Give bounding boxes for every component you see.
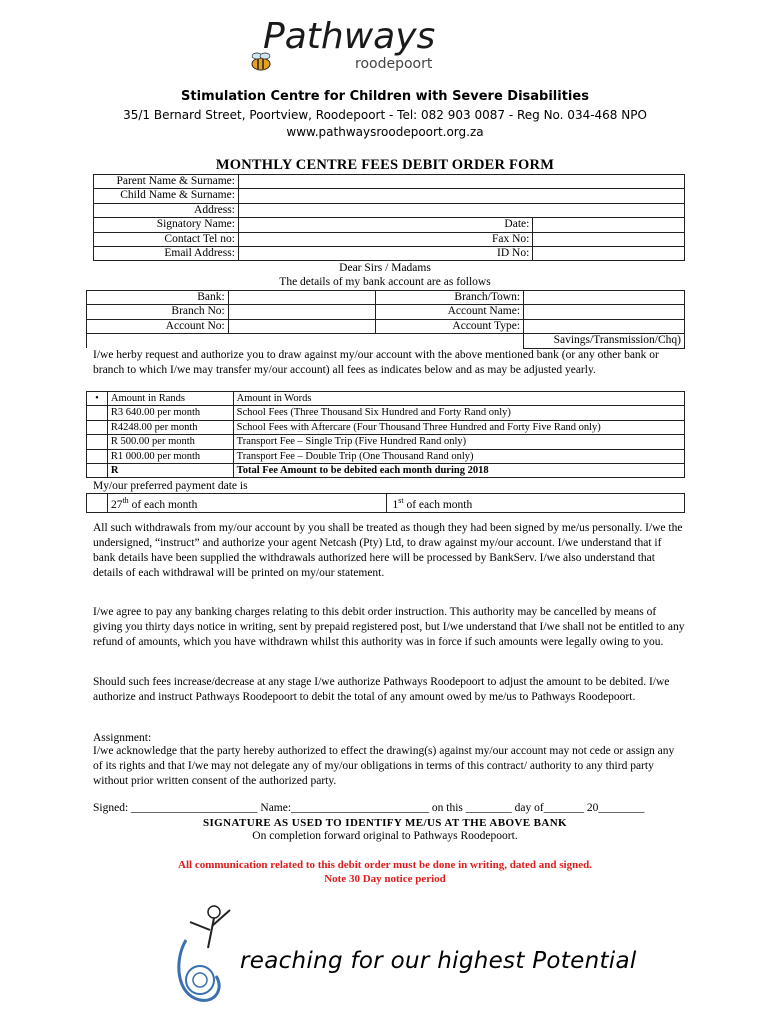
charges-paragraph: I/we agree to pay any banking charges relating to this debit order instruction. This authority may be cancelled by means of giving you thirty days notice in writing, sent by prepaid registered post, but I/we understand that I/we shall not be entitled to any refund of amounts, which you have withdrawn whilst this authority was in force if such amounts were legally owing to you. [93, 606, 685, 648]
footer-tagline: reaching for our highest Potential [240, 948, 637, 974]
payment-option-27-checkbox[interactable] [87, 494, 108, 513]
fee-words: School Fees (Three Thousand Six Hundred and Forty Rand only) [233, 406, 684, 420]
payment-option-1[interactable] [387, 494, 685, 513]
option-day: 1 [392, 498, 399, 511]
salutation: Dear Sirs / Madams [339, 262, 431, 274]
branch-town-field[interactable] [524, 291, 685, 305]
account-type-options: Savings/Transmission/Chq) [524, 334, 685, 348]
assignment-paragraph: I/we acknowledge that the party hereby authorized to effect the drawing(s) against my/our account may not cede or assign any of its rights and that I/we may not delegate any of my/our obligations in terms of this contract/ authority to any third party without prior written consent of the authorized party. [93, 745, 675, 787]
table-row [87, 494, 685, 513]
withdrawals-paragraph: All such withdrawals from my/our account by you shall be treated as though they had been signed by me/us personally. I/we the undersigned, “instruct” and authorize your agent Netcash (Pty) Ltd, to draw against my/our account. I/we understand that if bank details have been supplied the withdrawals authorized here will be processed by BankServ. I/we also understand that details of each withdrawal will be printed on my/our statement. [93, 522, 683, 579]
fax-field[interactable] [533, 232, 685, 246]
total-fee-label: Total Fee Amount to be debited each month during 2018 [233, 464, 684, 478]
option-text: of each month [403, 498, 473, 511]
logo-wordmark: Pathways [263, 18, 436, 57]
fees-amount-header: Amount in Rands [107, 392, 233, 406]
account-no-field[interactable] [228, 319, 376, 333]
account-type-field[interactable] [524, 319, 685, 333]
payment-date-table [86, 493, 685, 513]
forward-instruction: On completion forward original to Pathways Roodepoort. [252, 830, 518, 842]
fax-label: Fax No: [238, 232, 532, 246]
table-row [87, 420, 685, 434]
table-row [87, 392, 685, 406]
address-field[interactable] [238, 203, 684, 217]
pathways-logo [245, 18, 505, 80]
payment-option-27[interactable] [107, 494, 387, 513]
table-row [94, 189, 685, 203]
table-row [94, 203, 685, 217]
table-row [94, 247, 685, 261]
table-row [87, 406, 685, 420]
centre-address: 35/1 Bernard Street, Poortview, Roodepoort - Tel: 082 903 0087 - Reg No. 034-468 NPO [123, 108, 647, 122]
contact-tel-label: Contact Tel no: [94, 232, 239, 246]
centre-website: www.pathwaysroodepoort.org.za [286, 125, 484, 139]
centre-name: Stimulation Centre for Children with Severe Disabilities [181, 89, 589, 104]
signature-caption: SIGNATURE AS USED TO IDENTIFY ME/US AT THE ABOVE BANK [202, 817, 568, 829]
table-row [87, 305, 685, 319]
signatory-label: Signatory Name: [94, 218, 239, 232]
branch-no-field[interactable] [228, 305, 376, 319]
fee-amount: R4248.00 per month [107, 420, 233, 434]
total-amount-field[interactable]: R [107, 464, 233, 478]
table-row [94, 218, 685, 232]
fee-amount: R1 000.00 per month [107, 449, 233, 463]
table-row [87, 435, 685, 449]
fee-words: Transport Fee – Single Trip (Five Hundred Rand only) [233, 435, 684, 449]
parent-name-field[interactable] [238, 175, 684, 189]
branch-no-label: Branch No: [87, 305, 229, 319]
notice-line-2: Note 30 Day notice period [324, 873, 446, 885]
id-no-label: ID No: [238, 247, 532, 261]
parent-name-label: Parent Name & Surname: [94, 175, 239, 189]
payment-date-label: My/our preferred payment date is [93, 480, 248, 492]
table-row [87, 449, 685, 463]
table-row [87, 334, 685, 348]
request-paragraph: I/we herby request and authorize you to draw against my/our account with the above mentioned bank (or any other bank or branch to which I/we may transfer my/our account) all fees as indicates below and as may be adjusted yearly. [93, 349, 659, 376]
logo-subtitle: roodepoort [355, 56, 433, 72]
bank-label: Bank: [87, 291, 229, 305]
option-text: of each month [128, 498, 198, 511]
child-name-field[interactable] [238, 189, 684, 203]
child-name-label: Child Name & Surname: [94, 189, 239, 203]
table-row [87, 464, 685, 478]
table-row [94, 232, 685, 246]
email-label: Email Address: [94, 247, 239, 261]
form-title: MONTHLY CENTRE FEES DEBIT ORDER FORM [215, 157, 555, 173]
date-field[interactable] [533, 218, 685, 232]
wheelchair-figure-icon [172, 900, 242, 1015]
table-row [87, 319, 685, 333]
table-row [94, 175, 685, 189]
account-type-label: Account Type: [376, 319, 524, 333]
table-row [87, 291, 685, 305]
account-no-label: Account No: [87, 319, 229, 333]
option-suffix: th [122, 496, 129, 505]
option-suffix: st [398, 496, 404, 505]
fee-words: School Fees with Aftercare (Four Thousand Three Hundred and Forty Five Rand only) [233, 420, 684, 434]
fees-words-header: Amount in Words [233, 392, 684, 406]
fee-amount: R3 640.00 per month [107, 406, 233, 420]
address-label: Address: [94, 203, 239, 217]
bank-intro: The details of my bank account are as follows [279, 276, 491, 288]
bank-field[interactable] [228, 291, 376, 305]
signature-line[interactable]: Signed: ______________________ Name:________________________ on this ________ day of_______ 20________ [93, 802, 645, 814]
fees-table [86, 391, 685, 478]
assignment-title: Assignment: [93, 732, 152, 744]
adjust-paragraph: Should such fees increase/decrease at any stage I/we authorize Pathways Roodepoort to adjust the amount to be debited. I/we authorize and instruct Pathways Roodepoort to debit the total of any amount owed by me/us to Pathways Roodepoort. [93, 676, 670, 703]
fee-amount: R 500.00 per month [107, 435, 233, 449]
notice-line-1: All communication related to this debit order must be done in writing, dated and signed. [178, 859, 592, 871]
date-label: Date: [238, 218, 532, 232]
id-no-field[interactable] [533, 247, 685, 261]
bank-details-table [86, 290, 685, 349]
account-name-label: Account Name: [376, 305, 524, 319]
account-name-field[interactable] [524, 305, 685, 319]
fee-words: Transport Fee – Double Trip (One Thousand Rand only) [233, 449, 684, 463]
personal-details-table [93, 174, 685, 261]
option-day: 27 [110, 498, 123, 511]
bullet: • [87, 392, 108, 406]
branch-town-label: Branch/Town: [376, 291, 524, 305]
